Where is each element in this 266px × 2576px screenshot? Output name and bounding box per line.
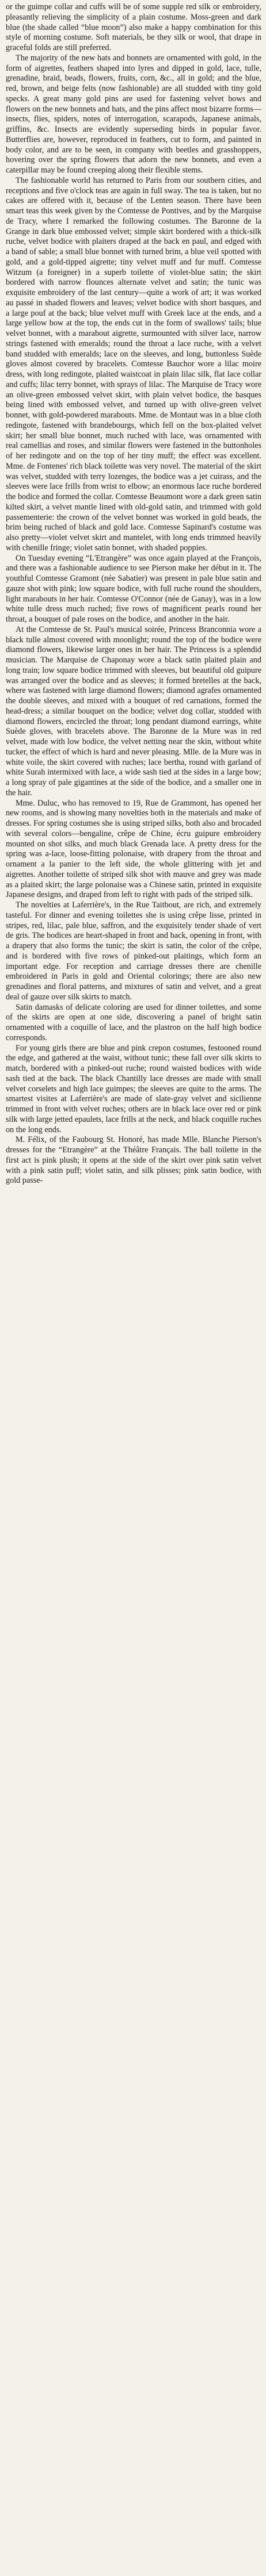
paragraph-felix: M. Félix, of the Faubourg St. Honoré, has made Mlle. Blanche Pierson's dresses for the “Etrangère” at the Théâtre Français. The ball toilette in the first act is pink plush; it opens at the side of the skirt over pink satin velvet with a pink satin puff; violet satin, and silk plisses; pink satin bodice, with gold passe- xyxy=(6,1135,261,1186)
paragraph-fashionable-world: The fashionable world has returned to Paris from our southern cities, and receptions and five o'clock teas are again in full sway. The tea is taken, but no cakes are offered with it, because of the Lenten season. There have been smart teas this week given by the Comtesse de Pontives, and by the Marquise de Tracy, where I remarked the following costumes. The Baronne de la Grange in dark blue embossed velvet; simple skirt bordered with a thick-silk ruche, velvet bodice with plaiters draped at the back en paul, and edged with a band of sable; a small blue bonnet with turned brim, a blue veil spotted with gold, and a gold-tipped aigrette; tiny velvet muff and fur muff. Comtesse Witzum (a foreigner) in a superb toilette of violet-blue satin; the skirt bordered with narrow flounces alternate velvet and satin; the tunic was exquisite embroidery of the last century—quite a work of art; it was worked au passé in shaded flowers and leaves; velvet bodice with short basques, and a large pouf at the back; blue velvet muff with Greek lace at the ends, and a large yellow bow at the top, the ends cut in the form of swallows' tails; blue velvet bonnet, with a marabout aigrette, surmounted with silver lace, narrow strings fastened with emeralds; round the throat a lace ruche, with a velvet band studded with emeralds; lace on the sleeves, and long, buttonless Suède gloves almost covered by bracelets. Comtesse Bauchor wore a lilac moire dress, with long redingote, plaited waistcoat in plain lilac silk, flat lace collar and cuffs; lilac terry bonnet, with sprays of lilac. The Marquise de Tracy wore an olive-green embossed velvet skirt, with plain velvet bodice, the basques being lined with embossed velvet, and turned up with olive-green velvet bonnet, with gold-powdered marabouts. Mme. de Montaut was in a blue cloth redingote, fastened with brandebourgs, which fell on the box-plaited velvet skirt; her small blue bonnet, much ruched with lace, was ornamented with real camellias and roses, and similar flowers were fastened in the buttonholes of her redingote and on the top of her tiny muff; the effect was excellent. Mme. de Fontenes' rich black toilette was very novel. The material of the skirt was velvet, studded with terry lozenges, the bodice was a jet cuirass, and the sleeves were lace frills from wrist to elbow; an enormous lace ruche bordered the bodice and formed the collar. Comtesse Beaumont wore a dark green satin kilted skirt, a velvet mantle lined with old-gold satin, and trimmed with gold passementerie: the crown of the velvet bonnet was worked in gold beads, the brim being ruched of black and gold lace. Comtesse Sapinard's costume was also pretty—violet velvet skirt and mantelet, with long ends trimmed heavily with chenille fringe; violet satin bonnet, with shaded poppies. xyxy=(6,175,261,553)
paragraph-musical-soiree: At the Comtesse de St. Paul's musical soirée, Princess Branconnia wore a black tulle almost covered with moonlight; round the top of the bodice were diamond flowers, likewise larger ones in her hair. The Princess is a splendid musician. The Marquise de Chaponay wore a black satin plaited plain and long train; low square bodice trimmed with sleeves, but beautiful old guipure was arranged over the bodice and as sleeves; it formed bretelles at the back, where was fastened with large diamond flowers; diamond agrafes ornamented the double sleeves, and mixed with a bouquet of red carnations, formed the head-dress; a similar bouquet on the bodice; velvet dog collar, studded with diamond flowers, encircled the throat; long pendant diamond earrings, white Suède gloves, with bracelets above. The Baronne de la Mure was in red velvet, made with low bodice, the velvet netting near the skin, without white tucker, the effect of which is hard and never pleasing. Mlle. de la Mure was in white voile, the skirt covered with ruches; lace bertha, round with garland of white Surah intermixed with lace, a wide sash tied at the sides in a large bow; a long spray of pale gigantines at the side of the bodice, and a smaller one in the hair. xyxy=(6,624,261,798)
paragraph-young-girls: For young girls there are blue and pink crepon costumes, festooned round the edge, and gathered at the waist, without tunic; these fall over silk skirts to match, bordered with a pinked-out ruche; round waisted bodices with wide sash tied at the back. The black Chantilly lace dresses are made with small velvet corselets and high lace guimpes; the sleeves are quite to the arms. The smartest visites at Laferrière's are made of slate-gray velvet and sicilienne trimmed in front with velvet ruches; others are in black lace over red or pink silk with large jetted epaulets, lace frills at the neck, and black coquille ruches on the long ends. xyxy=(6,1043,261,1134)
paragraph-laferriere: The novelties at Laferrière's, in the Rue Taitbout, are rich, and extremely tasteful. For dinner and evening toilettes she is using crêpe lisse, printed in stripes, red, lilac, pale blue, saffron, and the exquisitely tender shade of vert de gris. The bodices are heart-shaped in front and back, opening in front, with a drapery that also forms the tunic; the skirt is satin, the color of the crêpe, and is bordered with five rows of pinked-out plaitings, which form an important edge. For reception and carriage dresses there are chenille embroidered in Paris in gold and Oriental colorings; there are also new grenadines and floral patterns, and mixtures of satin and velvet, and a great deal of gauze over silk skirts to match. xyxy=(6,900,261,1002)
paragraph-satin-damasks: Satin damasks of delicate coloring are used for dinner toilettes, and some of the skirts are open at one side, discovering a panel of bright satin ornamented with a coquille of lace, and the plastron on the half high bodice corresponds. xyxy=(6,1002,261,1042)
paragraph-mme-duluc: Mme. Duluc, who has removed to 19, Rue de Grammont, has opened her new rooms, and is showing many novelties both in the materials and make of dresses. For spring costumes she is using striped silks, both also and brocaded with several colors—bengaline, crêpe de Chine, écru guipure embroidery mounted on shot silks, and much black Grenada lace. A pretty dress for the spring was a-lace, loose-fitting polonaise, with drapery from the throat and ornament a la panier to the left side, the whole glittering with jet and aigrettes. Another toilette of striped silk shot with mauve and grey was made as a plaited skirt; the large polonaise was a Chinese satin, printed in exquisite Japanese designs, and draped from left to right with pads of the striped silk. xyxy=(6,798,261,900)
paragraph-hats-and-bonnets: The majority of the new hats and bonnets are ornamented with gold, in the form of aigrettes, feathers shaped into lyres and dipped in gold, lace, tulle, grenadine, braid, beads, flowers, fruits, corn, &c., all in gold; and the blue, red, brown, and beige felts (now fashionable) are all studded with tiny gold specks. A great many gold pins are used for fastening velvet bows and flowers on the new bonnets and hats, and the pins affect most bizarre forms—insects, flies, spiders, notes of interrogation, scarapods, Japanese animals, griffins, &c. Insects are evidently superseding birds in popular favor. Butterflies are, however, reproduced in feathers, cut to form, and painted in body color, and are to be seen, in company with beetles and grasshoppers, hovering over the spring flowers that adorn the new bonnets, and even a caterpillar may be found creeping along their flexible stems. xyxy=(6,53,261,175)
paragraph-letrangere: On Tuesday evening “L'Etrangère” was once again played at the François, and there was a fashionable audience to see Pierson make her début in it. The youthful Comtesse Gramont (née Sabatier) was present in pale blue satin and gauze shot with pink; low square bodice, with full ruche round the shoulders, light marabouts in her hair. Comtesse O'Connor (née de Ganay), was in a low white tulle dress much ruched; five rows of magnificent pearls round her throat, a bouquet of pale roses on the bodice, and another in the hair. xyxy=(6,553,261,624)
paragraph-guimpe-collar: or the guimpe collar and cuffs will be of some supple red silk or embroidery, pleasantly relieving the simplicity of a plain costume. Moss-green and dark blue (the shade called “blue moon”) also make a happy combination for this style of morning costume. Soft materials, be they silk or wool, that drape in graceful folds are still preferred. xyxy=(6,2,261,52)
